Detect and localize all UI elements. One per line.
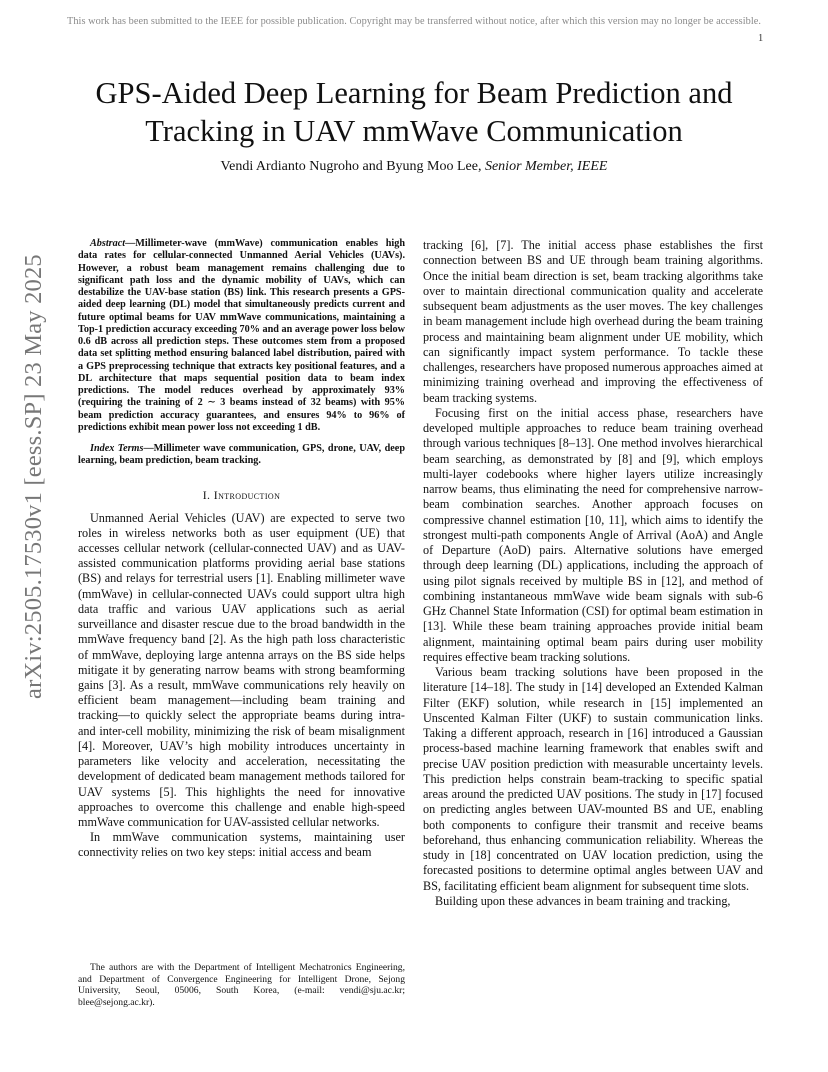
title-line-1: GPS-Aided Deep Learning for Beam Prediction and [95, 76, 733, 110]
body-paragraph: Various beam tracking solutions have been proposed in the literature [14–18]. The study in [14] developed an Extended Kalman Filter (EKF) solution, while research in [15] implemented an Unscented Kalman Filter (UKF) to sustain communication links. Taking a different approach, research in [16] introduced a Gaussian process-based machine learning framework that enables swift and precise UAV position prediction with measurable uncertainty levels. This prediction helps constrain beam-tracking to specific spatial areas around the predicted UAV positions. The study in [17] focused on predicting angles between UAV-mounted BS and UE, enabling both components to configure their transmit and receive beams beforehand, thus enhancing communication reliability. Whereas the study in [18] concentrated on UAV location prediction, using the forecasted positions to determine optimal angles between UAV and BS, facilitating efficient beam alignment for subsequent time slots. [423, 665, 763, 893]
index-terms-text: —Millimeter wave communication, GPS, drone, UAV, deep learning, beam prediction, beam tracking. [78, 443, 405, 467]
body-paragraph: Building upon these advances in beam training and tracking, [435, 893, 731, 908]
left-column [78, 238, 405, 861]
abstract [78, 238, 405, 434]
body-paragraph: In mmWave communication systems, maintaining user connectivity relies on two key steps: initial access and beam [78, 830, 405, 860]
author-line [40, 158, 788, 176]
title-line-2: Tracking in UAV mmWave Communication [145, 114, 683, 148]
author-footnote: The authors are with the Department of Intelligent Mechatronics Engineering, and Department of Convergence Engineering for Intelligent Drone, Sejong University, Seoul, 05006, South Korea, (e-mail: vendi@sju.ac.kr; blee@sejong.ac.kr). [78, 962, 405, 1008]
right-column [423, 238, 763, 909]
arxiv-stamp: arXiv:2505.17530v1 [eess.SP] 23 May 2025 [20, 254, 47, 699]
author-names: Vendi Ardianto Nugroho and Byung Moo Lee, [220, 159, 485, 174]
body-paragraph: Unmanned Aerial Vehicles (UAV) are expected to serve two roles in wireless networks both as user equipment (UE) that accesses cellular network (cellular-connected UAV) and as UAV-assisted communication platforms providing aerial base stations (BS) and relays for terrestrial users [1]. Enabling millimeter wave (mmWave) in cellular-connected UAVs could support ultra high data traffic and various UAV applications such as aerial surveillance and disaster rescue due to the broad bandwidth in the mmWave frequency band [2]. As the high path loss characteristic of mmWave, deploying large antenna arrays on the BS side helps mitigate it by generating narrow beams with strong beamforming gains [3]. As a result, mmWave communications rely heavily on efficient beam management—including beam training and tracking—to quickly select the appropriate beams during intra- and inter-cell mobility, minimizing the risk of beam misalignment [4]. Moreover, UAV’s high mobility introduces uncertainty in parameters like velocity and acceleration, necessitating the development of dedicated beam management methods tailored for UAV systems [5]. This highlights the need for innovative approaches to overcome this challenge and enable high-speed mmWave communication for UAV-assisted cellular networks. [78, 510, 405, 829]
abstract-text: —Millimeter-wave (mmWave) communication enables high data rates for cellular-connected Unmanned Aerial Vehicles (UAVs). However, a robust beam management remains challenging due to significant path loss and the dynamic mobility of UAVs, which can destabilize the UAV-base station (BS) link. This research presents a GPS-aided deep learning (DL) model that simultaneously predicts current and future optimal beams for UAV mmWave communications, maintaining a Top-1 prediction accuracy exceeding 70% and an average power loss below 0.6 dB across all prediction steps. These outcomes stem from a proposed data set splitting method ensuring balanced label distribution, paired with a GPS preprocessing technique that extracts key positional features, and a DL architecture that maps sequential position data to beam index predictions. The model reduces overhead by approximately 93% (requiring the training of 2 ∼ 3 beams instead of 32 beams) with 95% beam prediction accuracy guarantees, and ensures 94% to 96% of predictions exhibit mean power loss not exceeding 1 dB. [78, 238, 405, 433]
section-title: Introduction [213, 487, 281, 502]
page-number: 1 [758, 33, 764, 44]
body-paragraph: tracking [6], [7]. The initial access phase establishes the first connection between BS and UE through beam training algorithms. Once the initial beam direction is set, beam tracking algorithms take over to maintain directional communication quality and accelerate subsequent beam adjustments as the user moves. The key challenges in beam management include high overhead during the beam training process and maintaining beam alignment under UE mobility, which can significantly impact system performance. To tackle these challenges, researchers have proposed numerous approaches aimed at minimizing training overhead and improving the effectiveness of beam tracking systems. [423, 238, 763, 405]
author-role: Senior Member, IEEE [484, 159, 608, 174]
submission-notice: This work has been submitted to the IEEE for possible publication. Copyright may be transferred without notice, after which this version may no longer be accessible. [67, 16, 761, 27]
section-heading-introduction [78, 488, 405, 503]
index-terms-lead: Index Terms [90, 443, 144, 454]
abstract-lead: Abstract [90, 238, 126, 249]
paper-title [40, 74, 788, 150]
index-terms [78, 443, 405, 468]
section-numeral: I. [202, 487, 214, 502]
body-paragraph: Focusing first on the initial access phase, researchers have developed multiple approaches to reduce beam training overhead through various techniques [8–13]. One method involves hierarchical beam searching, as demonstrated by [8] and [9], which employs multi-layer codebooks where higher layers utilize increasingly narrow beams, thus eliminating the need for comprehensive narrow-beam combination searches. Another approach focuses on compressive channel estimation [10, 11], which aims to identify the strongest multi-path components Angle of Arrival (AoA) and Angle of Departure (AoD) pairs. Alternative solutions have emerged through deep learning (DL) applications, including the approach of using pilot signals received by multiple BS in [12], and method of combining instantaneous mmWave wide beam signals with sub-6 GHz Channel State Information (CSI) for optimal beam estimation in [13]. While these beam training approaches provide initial beam alignment, maintaining optimal beam pairs during user mobility requires effective beam tracking solutions. [423, 405, 763, 664]
